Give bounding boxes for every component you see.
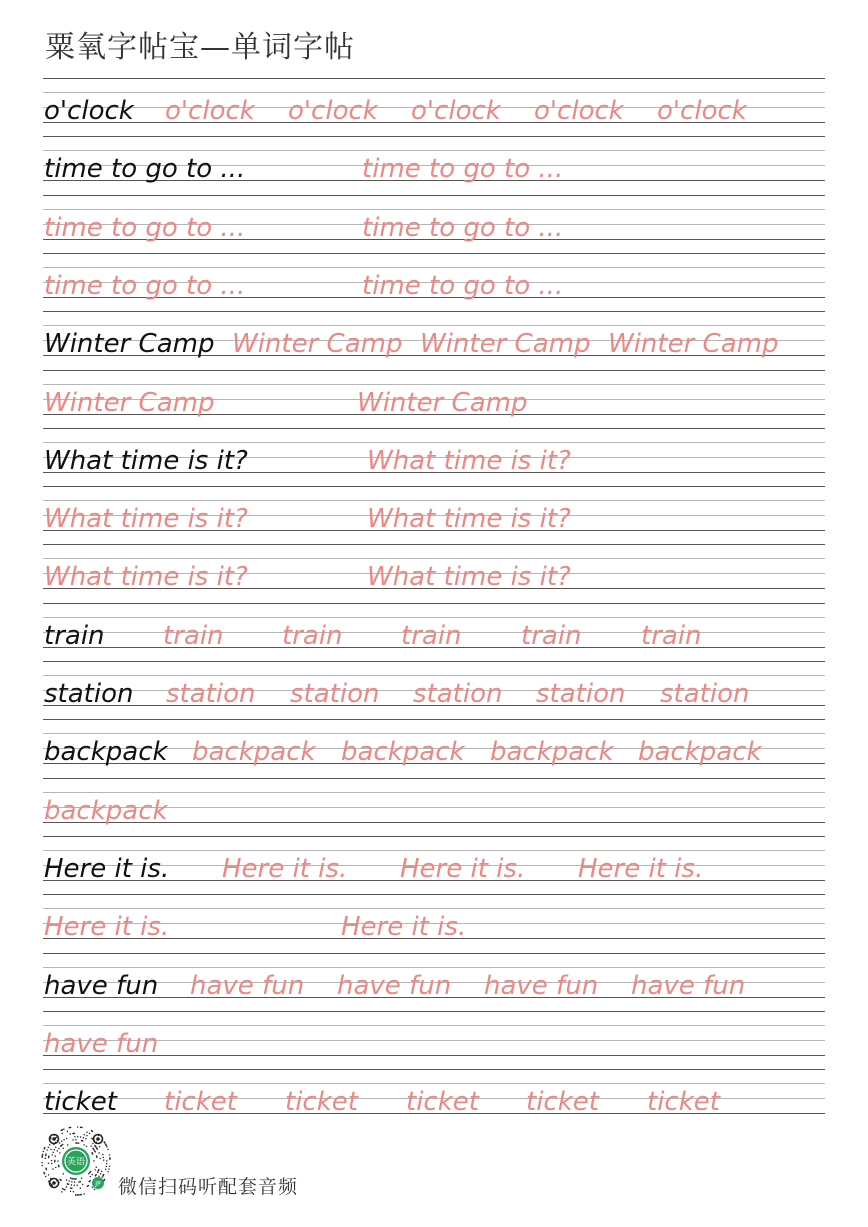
trace-word: ticket: [164, 1087, 237, 1118]
trace-word: time to go to ...: [44, 270, 246, 301]
practice-row: [43, 953, 825, 1011]
trace-word: have fun: [337, 970, 452, 1001]
trace-word: ticket: [647, 1087, 720, 1118]
practice-row: [43, 486, 825, 544]
ruled-line: [43, 267, 825, 268]
model-word: Winter Camp: [44, 329, 215, 360]
ruled-line: [43, 1069, 825, 1070]
ruled-line: [43, 778, 825, 779]
ruled-line: [43, 894, 825, 895]
trace-word: What time is it?: [367, 504, 571, 535]
trace-word: ticket: [526, 1087, 599, 1118]
practice-row: [43, 370, 825, 428]
trace-word: have fun: [484, 970, 599, 1001]
trace-word: backpack: [490, 737, 614, 768]
trace-word: time to go to ...: [362, 154, 564, 185]
ruled-line: [43, 442, 825, 443]
badge-sub-text: JP: [95, 1180, 101, 1188]
trace-word: ticket: [406, 1087, 479, 1118]
trace-word: time to go to ...: [362, 212, 564, 243]
trace-word: Winter Camp: [420, 329, 591, 360]
ruled-line: [43, 1055, 825, 1056]
trace-word: Here it is.: [341, 912, 467, 943]
trace-word: o'clock: [534, 96, 624, 126]
trace-word: Winter Camp: [44, 387, 215, 418]
ruled-line: [43, 253, 825, 254]
ruled-line: [43, 486, 825, 487]
practice-row: [43, 311, 825, 369]
trace-word: backpack: [638, 737, 762, 768]
practice-row: [43, 1011, 825, 1069]
practice-row: [43, 253, 825, 311]
trace-word: Here it is.: [578, 853, 704, 884]
qr-code-icon[interactable]: [40, 1125, 112, 1197]
ruled-line: [43, 792, 825, 793]
trace-word: station: [166, 679, 256, 709]
model-word: station: [44, 679, 134, 709]
footer-text: 微信扫码听配套音频: [118, 1176, 299, 1198]
practice-row: [43, 603, 825, 661]
ruled-line: [43, 733, 825, 734]
ruled-line: [43, 136, 825, 137]
trace-word: station: [660, 679, 750, 709]
ruled-line: [43, 544, 825, 545]
trace-word: train: [641, 620, 702, 651]
model-word: train: [44, 620, 105, 651]
trace-word: Here it is.: [44, 912, 170, 943]
ruled-line: [43, 908, 825, 909]
trace-word: What time is it?: [367, 445, 571, 476]
footer: [40, 1125, 440, 1205]
practice-row: [43, 836, 825, 894]
ruled-line: [43, 78, 825, 79]
ruled-line: [43, 150, 825, 151]
practice-row: [43, 136, 825, 194]
trace-word: have fun: [631, 970, 746, 1001]
model-word: Here it is.: [44, 853, 170, 884]
trace-word: What time is it?: [367, 562, 571, 593]
ruled-line: [43, 209, 825, 210]
trace-word: have fun: [190, 970, 305, 1001]
trace-word: train: [401, 620, 462, 651]
model-word: time to go to ...: [44, 154, 246, 185]
ruled-line: [43, 500, 825, 501]
model-word: o'clock: [44, 96, 134, 126]
trace-word: backpack: [341, 737, 465, 768]
trace-word: train: [282, 620, 343, 651]
trace-word: o'clock: [411, 96, 501, 126]
ruled-line: [43, 1011, 825, 1012]
ruled-line: [43, 311, 825, 312]
trace-word: station: [413, 679, 503, 709]
practice-row: [43, 1069, 825, 1127]
trace-word: backpack: [44, 795, 168, 826]
trace-word: o'clock: [657, 96, 747, 126]
ruled-line: [43, 719, 825, 720]
trace-word: Here it is.: [222, 853, 348, 884]
ruled-line: [43, 603, 825, 604]
trace-word: Winter Camp: [608, 329, 779, 360]
ruled-line: [43, 92, 825, 93]
trace-word: ticket: [285, 1087, 358, 1118]
ruled-line: [43, 428, 825, 429]
model-word: backpack: [44, 737, 168, 768]
trace-word: have fun: [44, 1028, 159, 1059]
ruled-line: [43, 661, 825, 662]
ruled-line: [43, 1025, 825, 1026]
practice-row: [43, 195, 825, 253]
badge-text: 英语: [66, 1157, 86, 1168]
ruled-line: [43, 325, 825, 326]
trace-word: o'clock: [288, 96, 378, 126]
practice-row: [43, 719, 825, 777]
trace-word: Winter Camp: [357, 387, 528, 418]
trace-word: backpack: [192, 737, 316, 768]
trace-word: station: [536, 679, 626, 709]
practice-row: [43, 544, 825, 602]
practice-row: [43, 78, 825, 136]
practice-row: [43, 661, 825, 719]
ruled-line: [43, 370, 825, 371]
ruled-line: [43, 558, 825, 559]
trace-word: time to go to ...: [44, 212, 246, 243]
trace-word: What time is it?: [44, 562, 248, 593]
practice-row: [43, 778, 825, 836]
ruled-line: [43, 1040, 825, 1041]
trace-word: Winter Camp: [232, 329, 403, 360]
practice-row: [43, 894, 825, 952]
model-word: What time is it?: [44, 445, 248, 476]
model-word: have fun: [44, 970, 159, 1001]
trace-word: What time is it?: [44, 504, 248, 535]
trace-word: station: [290, 679, 380, 709]
ruled-line: [43, 953, 825, 954]
practice-row: [43, 428, 825, 486]
page-title: 粟氧字帖宝—单词字帖: [45, 30, 355, 65]
ruled-line: [43, 967, 825, 968]
ruled-line: [43, 195, 825, 196]
ruled-line: [43, 617, 825, 618]
ruled-line: [43, 850, 825, 851]
model-word: ticket: [44, 1087, 117, 1118]
trace-word: Here it is.: [400, 853, 526, 884]
trace-word: time to go to ...: [362, 270, 564, 301]
ruled-line: [43, 836, 825, 837]
trace-word: o'clock: [165, 96, 255, 126]
ruled-line: [43, 675, 825, 676]
trace-word: train: [163, 620, 224, 651]
ruled-line: [43, 384, 825, 385]
ruled-line: [43, 1083, 825, 1084]
trace-word: train: [521, 620, 582, 651]
